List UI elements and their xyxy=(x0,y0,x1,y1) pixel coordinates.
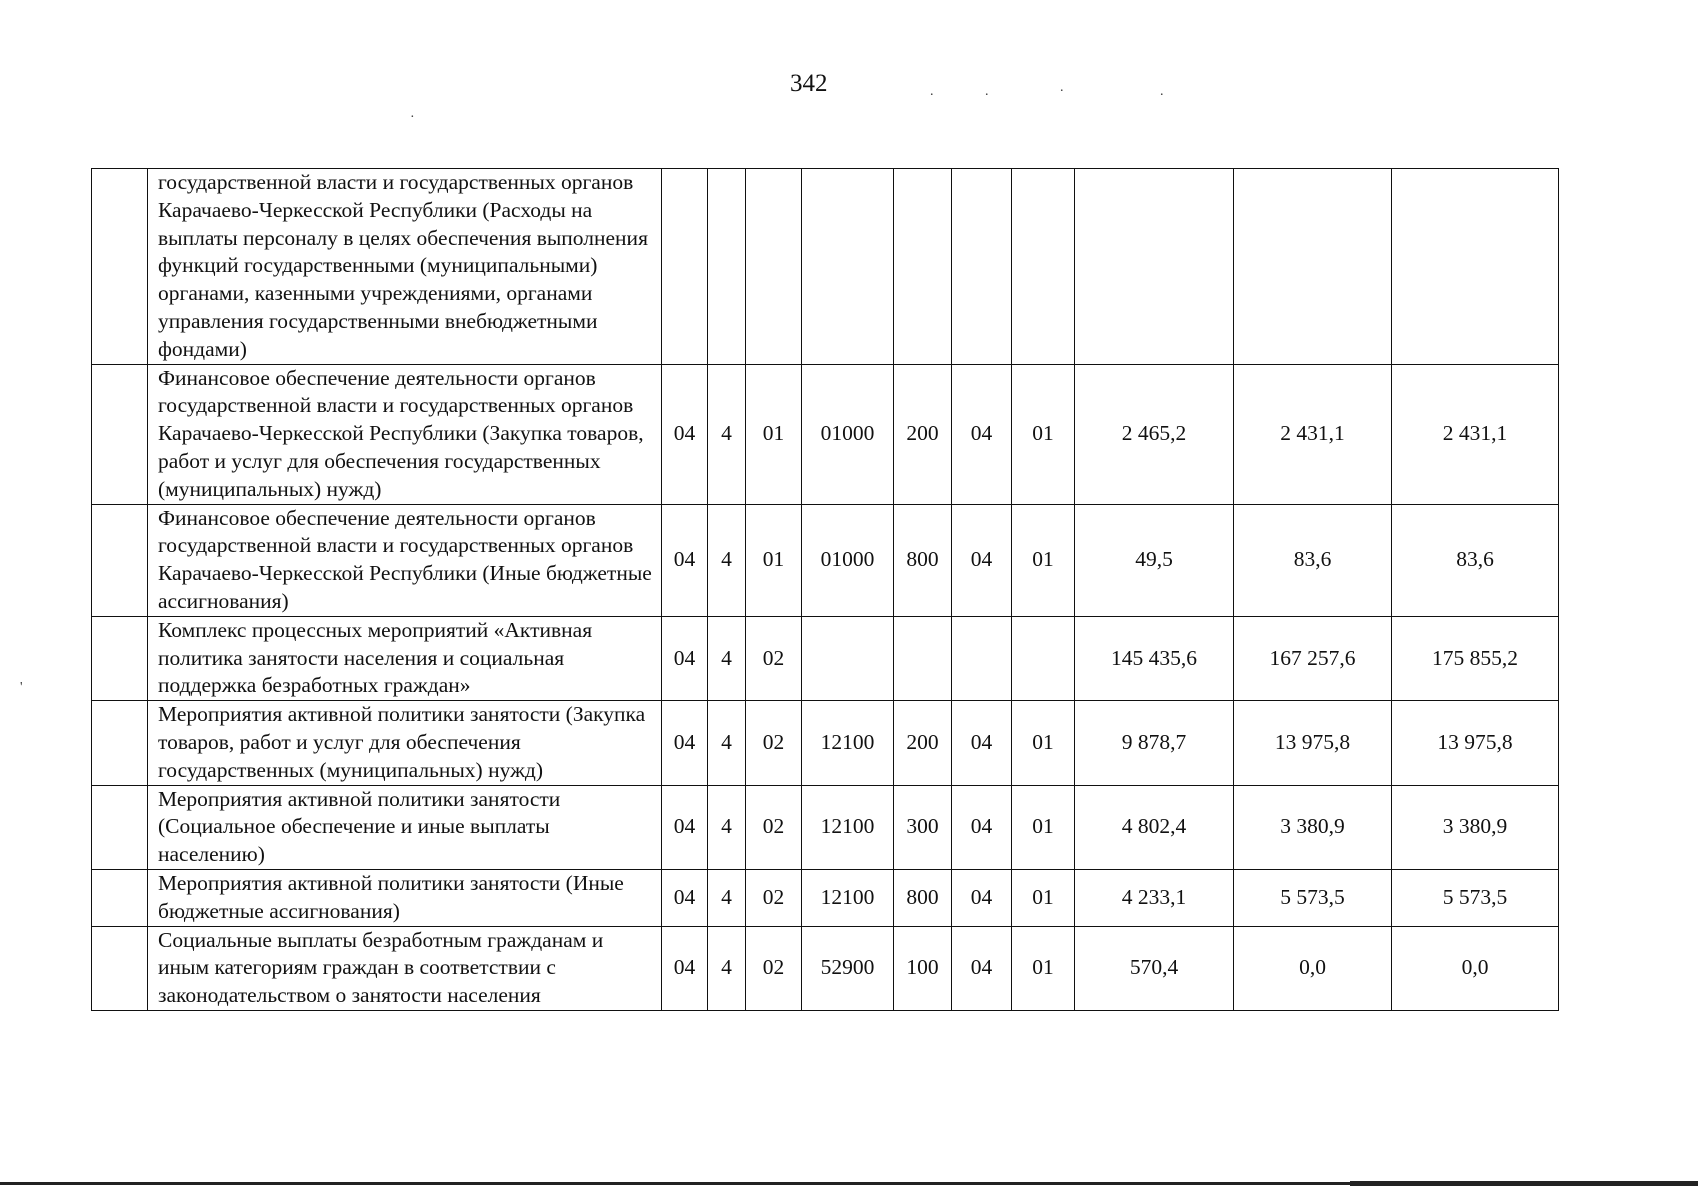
code-cell-6: 04 xyxy=(952,364,1012,504)
code-cell-6: 04 xyxy=(952,926,1012,1010)
code-cell-1: 04 xyxy=(662,869,708,926)
code-cell-3: 01 xyxy=(746,364,802,504)
row-number-cell xyxy=(92,926,148,1010)
row-name-cell: Финансовое обеспечение деятельности органов государственной власти и государственных органов Карачаево-Черкесской Республики (Иные бюджетные ассигнования) xyxy=(148,504,662,616)
amount-cell-2: 3 380,9 xyxy=(1234,785,1392,869)
code-cell-5: 800 xyxy=(894,869,952,926)
amount-cell-2: 13 975,8 xyxy=(1234,701,1392,785)
amount-cell-3: 5 573,5 xyxy=(1392,869,1559,926)
code-cell-1: 04 xyxy=(662,504,708,616)
code-cell-7: 01 xyxy=(1012,504,1075,616)
table-row xyxy=(92,785,1559,869)
code-cell-4: 12100 xyxy=(802,701,894,785)
amount-cell-3: 3 380,9 xyxy=(1392,785,1559,869)
scan-mark: . xyxy=(985,84,989,99)
row-name-cell: Мероприятия активной политики занятости (Иные бюджетные ассигнования) xyxy=(148,869,662,926)
amount-cell-1: 9 878,7 xyxy=(1075,701,1234,785)
amount-cell-2: 0,0 xyxy=(1234,926,1392,1010)
code-cell-6: 04 xyxy=(952,504,1012,616)
amount-cell-3: 175 855,2 xyxy=(1392,616,1559,700)
amount-cell-3: 2 431,1 xyxy=(1392,364,1559,504)
scan-edge-line xyxy=(1350,1181,1698,1186)
code-cell-2: 4 xyxy=(708,869,746,926)
code-cell-6 xyxy=(952,169,1012,365)
scan-mark: · xyxy=(410,110,415,125)
code-cell-2: 4 xyxy=(708,926,746,1010)
code-cell-2: 4 xyxy=(708,504,746,616)
table-row xyxy=(92,869,1559,926)
budget-table xyxy=(91,168,1559,1011)
amount-cell-2: 83,6 xyxy=(1234,504,1392,616)
code-cell-5 xyxy=(894,169,952,365)
code-cell-5 xyxy=(894,616,952,700)
amount-cell-2: 5 573,5 xyxy=(1234,869,1392,926)
code-cell-1: 04 xyxy=(662,616,708,700)
code-cell-4: 52900 xyxy=(802,926,894,1010)
code-cell-7: 01 xyxy=(1012,869,1075,926)
row-name-cell: государственной власти и государственных органов Карачаево-Черкесской Республики (Расходы на выплаты персоналу в целях обеспечения выполнения функций государственными (муниципальными) органами, казенными учреждениями, органами управления государственными внебюджетными фондами) xyxy=(148,169,662,365)
table-row xyxy=(92,504,1559,616)
code-cell-1: 04 xyxy=(662,785,708,869)
code-cell-5: 800 xyxy=(894,504,952,616)
page-number: 342 xyxy=(790,70,828,97)
amount-cell-2 xyxy=(1234,169,1392,365)
code-cell-4: 12100 xyxy=(802,785,894,869)
code-cell-1: 04 xyxy=(662,364,708,504)
table-row xyxy=(92,616,1559,700)
code-cell-1: 04 xyxy=(662,926,708,1010)
row-name-cell: Финансовое обеспечение деятельности органов государственной власти и государственных органов Карачаево-Черкесской Республики (Закупка товаров, работ и услуг для обеспечения государственных (муниципальных) нужд) xyxy=(148,364,662,504)
table-row xyxy=(92,926,1559,1010)
code-cell-4: 12100 xyxy=(802,869,894,926)
scan-mark: . xyxy=(1160,84,1164,99)
code-cell-2: 4 xyxy=(708,701,746,785)
row-name-cell: Социальные выплаты безработным гражданам и иным категориям граждан в соответствии с законодательством о занятости населения xyxy=(148,926,662,1010)
row-name-cell: Мероприятия активной политики занятости (Закупка товаров, работ и услуг для обеспечения государственных (муниципальных) нужд) xyxy=(148,701,662,785)
code-cell-7: 01 xyxy=(1012,364,1075,504)
row-name-cell: Комплекс процессных мероприятий «Активная политика занятости населения и социальная поддержка безработных граждан» xyxy=(148,616,662,700)
amount-cell-2: 2 431,1 xyxy=(1234,364,1392,504)
row-number-cell xyxy=(92,785,148,869)
code-cell-6: 04 xyxy=(952,701,1012,785)
table-row xyxy=(92,701,1559,785)
code-cell-7: 01 xyxy=(1012,926,1075,1010)
row-name-cell: Мероприятия активной политики занятости (Социальное обеспечение и иные выплаты населению) xyxy=(148,785,662,869)
amount-cell-2: 167 257,6 xyxy=(1234,616,1392,700)
table-row xyxy=(92,364,1559,504)
code-cell-5: 200 xyxy=(894,364,952,504)
row-number-cell xyxy=(92,364,148,504)
code-cell-1 xyxy=(662,169,708,365)
code-cell-7: 01 xyxy=(1012,785,1075,869)
row-number-cell xyxy=(92,616,148,700)
code-cell-3: 02 xyxy=(746,926,802,1010)
code-cell-3: 02 xyxy=(746,701,802,785)
code-cell-7: 01 xyxy=(1012,701,1075,785)
code-cell-3 xyxy=(746,169,802,365)
amount-cell-1: 4 802,4 xyxy=(1075,785,1234,869)
code-cell-4: 01000 xyxy=(802,364,894,504)
row-number-cell xyxy=(92,869,148,926)
scan-mark: ' xyxy=(20,680,23,695)
amount-cell-1: 145 435,6 xyxy=(1075,616,1234,700)
row-number-cell xyxy=(92,701,148,785)
code-cell-2 xyxy=(708,169,746,365)
code-cell-1: 04 xyxy=(662,701,708,785)
table-row xyxy=(92,169,1559,365)
amount-cell-3: 13 975,8 xyxy=(1392,701,1559,785)
scan-mark: . xyxy=(1060,80,1064,95)
amount-cell-1: 49,5 xyxy=(1075,504,1234,616)
code-cell-4 xyxy=(802,616,894,700)
code-cell-5: 300 xyxy=(894,785,952,869)
amount-cell-1: 570,4 xyxy=(1075,926,1234,1010)
code-cell-7 xyxy=(1012,616,1075,700)
code-cell-5: 100 xyxy=(894,926,952,1010)
amount-cell-1: 2 465,2 xyxy=(1075,364,1234,504)
code-cell-4: 01000 xyxy=(802,504,894,616)
code-cell-6: 04 xyxy=(952,785,1012,869)
amount-cell-3: 83,6 xyxy=(1392,504,1559,616)
row-number-cell xyxy=(92,169,148,365)
code-cell-7 xyxy=(1012,169,1075,365)
code-cell-2: 4 xyxy=(708,364,746,504)
code-cell-5: 200 xyxy=(894,701,952,785)
code-cell-2: 4 xyxy=(708,616,746,700)
amount-cell-3 xyxy=(1392,169,1559,365)
code-cell-6 xyxy=(952,616,1012,700)
row-number-cell xyxy=(92,504,148,616)
scan-mark: . xyxy=(930,84,934,99)
table-body xyxy=(92,169,1559,1011)
amount-cell-3: 0,0 xyxy=(1392,926,1559,1010)
code-cell-6: 04 xyxy=(952,869,1012,926)
code-cell-3: 02 xyxy=(746,785,802,869)
code-cell-2: 4 xyxy=(708,785,746,869)
code-cell-4 xyxy=(802,169,894,365)
code-cell-3: 02 xyxy=(746,616,802,700)
amount-cell-1: 4 233,1 xyxy=(1075,869,1234,926)
code-cell-3: 01 xyxy=(746,504,802,616)
amount-cell-1 xyxy=(1075,169,1234,365)
code-cell-3: 02 xyxy=(746,869,802,926)
